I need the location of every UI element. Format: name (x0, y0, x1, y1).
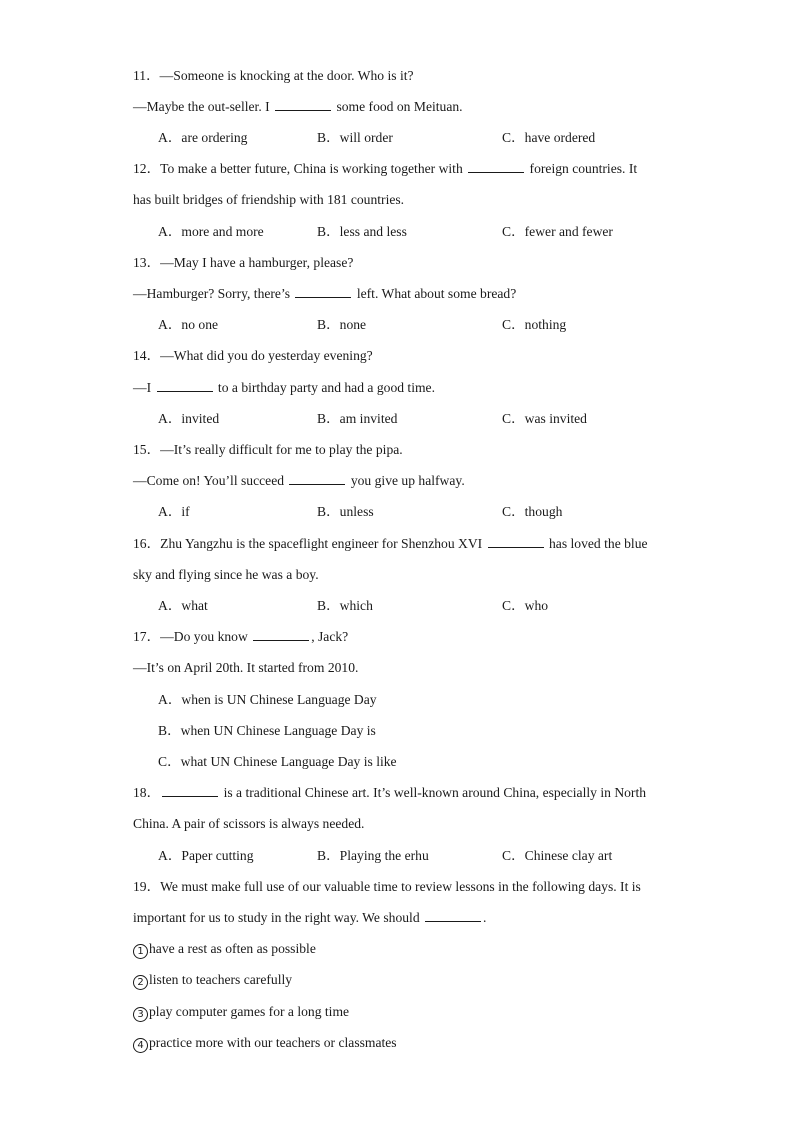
option-b: B．Playing the erhu (317, 848, 429, 863)
question-18-stem: 18． is a traditional Chinese art. It’s well-known around China, especially in North (133, 785, 647, 800)
option-a: A．Paper cutting (158, 848, 254, 863)
question-17-response: —It’s on April 20th. It started from 2010. (133, 660, 359, 675)
question-17-stem: 17．—Do you know , Jack? (133, 629, 349, 644)
answer-blank (157, 379, 213, 392)
option-b: B．when UN Chinese Language Day is (158, 723, 376, 738)
answer-blank (295, 285, 351, 298)
option-c: C．Chinese clay art (502, 848, 613, 863)
option-c: C．who (502, 598, 549, 613)
answer-blank (289, 472, 345, 485)
item-2: 2 listen to teachers carefully (133, 971, 292, 990)
question-11-response: —Maybe the out-seller. I some food on Meituan. (133, 99, 463, 114)
question-12-stem-cont: has built bridges of friendship with 181 countries. (133, 192, 405, 207)
option-a: A．are ordering (158, 130, 248, 145)
answer-blank (488, 535, 544, 548)
option-b: B．none (317, 317, 367, 332)
question-13-stem: 13．—May I have a hamburger, please? (133, 255, 354, 270)
question-16-stem: 16．Zhu Yangzhu is the spaceflight engineer for Shenzhou XVI has loved the blue (133, 536, 648, 551)
question-12-stem: 12．To make a better future, China is working together with foreign countries. It (133, 161, 638, 176)
question-13-response: —Hamburger? Sorry, there’s left. What about some bread? (133, 286, 517, 301)
answer-blank (425, 909, 481, 922)
question-16-stem-cont: sky and flying since he was a boy. (133, 567, 319, 582)
question-14-stem: 14．—What did you do yesterday evening? (133, 348, 373, 363)
answer-blank (162, 784, 218, 797)
option-a: A．what (158, 598, 208, 613)
answer-blank (275, 98, 331, 111)
option-b: B．less and less (317, 224, 407, 239)
option-a: A．if (158, 504, 190, 519)
circled-number: 3 (133, 1007, 148, 1022)
option-a: A．when is UN Chinese Language Day (158, 692, 377, 707)
item-4: 4 practice more with our teachers or classmates (133, 1034, 397, 1053)
option-a: A．more and more (158, 224, 264, 239)
item-3: 3 play computer games for a long time (133, 1003, 349, 1022)
option-a: A．no one (158, 317, 219, 332)
question-18-stem-cont: China. A pair of scissors is always needed. (133, 816, 365, 831)
option-b: B．will order (317, 130, 393, 145)
option-c: C．nothing (502, 317, 567, 332)
answer-blank (253, 628, 309, 641)
option-c: C．fewer and fewer (502, 224, 613, 239)
option-b: B．am invited (317, 411, 398, 426)
question-19-stem: 19．We must make full use of our valuable time to review lessons in the following days. It is (133, 879, 641, 894)
option-a: A．invited (158, 411, 220, 426)
question-11-stem: 11．—Someone is knocking at the door. Who is it? (133, 68, 414, 83)
circled-number: 4 (133, 1038, 148, 1053)
option-b: B．unless (317, 504, 374, 519)
option-c: C．what UN Chinese Language Day is like (158, 754, 397, 769)
option-c: C．was invited (502, 411, 587, 426)
question-15-stem: 15．—It’s really difficult for me to play the pipa. (133, 442, 403, 457)
question-19-stem-cont: important for us to study in the right way. We should . (133, 910, 487, 925)
answer-blank (468, 160, 524, 173)
circled-number: 1 (133, 944, 148, 959)
option-c: C．though (502, 504, 563, 519)
option-b: B．which (317, 598, 373, 613)
item-1: 1 have a rest as often as possible (133, 940, 316, 959)
question-15-response: —Come on! You’ll succeed you give up halfway. (133, 473, 465, 488)
option-c: C．have ordered (502, 130, 596, 145)
circled-number: 2 (133, 975, 148, 990)
question-14-response: —I to a birthday party and had a good time. (133, 380, 435, 395)
